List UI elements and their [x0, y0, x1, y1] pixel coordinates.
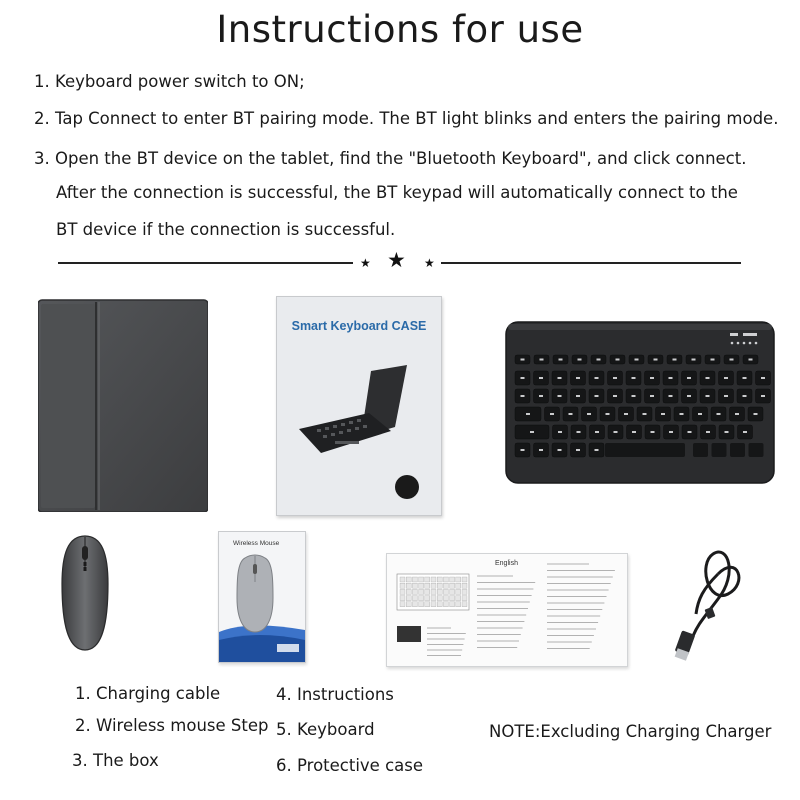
- keyboard-key-legend: [539, 449, 543, 451]
- keyboard-key-legend: [669, 431, 673, 433]
- manual-diagram-key: [443, 577, 448, 582]
- keyboard-key-legend: [616, 359, 620, 361]
- keyboard-key-legend: [661, 413, 665, 415]
- keyboard-key-legend: [539, 377, 543, 379]
- keyboard-key-legend: [761, 377, 765, 379]
- item-the-box: 3. The box: [72, 751, 159, 770]
- manual-diagram-key: [431, 577, 436, 582]
- keyboard-key-legend: [687, 395, 691, 397]
- manual-diagram-key: [406, 589, 411, 594]
- protective-case-image: [38, 298, 208, 512]
- star-icon: ★: [424, 256, 435, 270]
- keyboard-key-legend: [749, 359, 753, 361]
- keyboard-key: [730, 443, 745, 457]
- manual-diagram-key: [406, 602, 411, 607]
- keyboard-key-legend: [530, 431, 534, 433]
- note-text: NOTE:Excluding Charging Charger: [489, 722, 772, 741]
- keyboard-key-legend: [650, 395, 654, 397]
- divider-stars: [358, 248, 438, 276]
- manual-diagram-key: [400, 589, 405, 594]
- manual-diagram-key: [419, 577, 424, 582]
- manual-diagram-key: [437, 589, 442, 594]
- keyboard-key-legend: [558, 431, 562, 433]
- keyboard-key-legend: [606, 413, 610, 415]
- manual-diagram-key: [406, 583, 411, 588]
- keyboard-key-legend: [650, 377, 654, 379]
- manual-diagram-key: [425, 577, 430, 582]
- step-1: 1. Keyboard power switch to ON;: [34, 72, 305, 91]
- manual-diagram-key: [425, 589, 430, 594]
- manual-diagram-key: [412, 577, 417, 582]
- keyboard-key-legend: [735, 413, 739, 415]
- manual-diagram-key: [456, 602, 461, 607]
- keyboard-key: [712, 443, 727, 457]
- keyboard-key-legend: [743, 377, 747, 379]
- item-keyboard: 5. Keyboard: [276, 720, 375, 739]
- keyboard-key-legend: [614, 431, 618, 433]
- manual-diagram-key: [406, 577, 411, 582]
- box-logo-circle: [395, 475, 419, 499]
- keyboard-key-legend: [521, 377, 525, 379]
- keyboard-key-legend: [692, 359, 696, 361]
- manual-diagram-key: [456, 596, 461, 601]
- manual-diagram-key: [400, 596, 405, 601]
- keyboard-key-legend: [576, 395, 580, 397]
- manual-diagram-key: [456, 583, 461, 588]
- keyboard-image: [505, 321, 775, 484]
- keyboard-key: [749, 443, 764, 457]
- manual-diagram-key: [443, 596, 448, 601]
- keyboard-key-legend: [669, 395, 673, 397]
- manual-diagram-key: [437, 596, 442, 601]
- manual-diagram-key: [462, 583, 467, 588]
- item-charging-cable: 1. Charging cable: [75, 684, 221, 703]
- keyboard-key-legend: [761, 395, 765, 397]
- keyboard-key-legend: [597, 359, 601, 361]
- step-3: 3. Open the BT device on the tablet, find the "Bluetooth Keyboard", and click connect.: [34, 149, 747, 168]
- manual-diagram-key: [412, 596, 417, 601]
- keyboard-key-legend: [688, 431, 692, 433]
- divider-line-left: [58, 262, 353, 264]
- manual-diagram-key: [400, 602, 405, 607]
- keyboard-key-legend: [540, 359, 544, 361]
- keyboard-key-legend: [539, 395, 543, 397]
- manual-diagram-key: [406, 596, 411, 601]
- keyboard-key-legend: [643, 413, 647, 415]
- manual-diagram-key: [462, 577, 467, 582]
- keyboard-key-legend: [569, 413, 573, 415]
- keyboard-key-legend: [632, 377, 636, 379]
- keyboard-key-legend: [550, 413, 554, 415]
- manual-diagram-key: [443, 589, 448, 594]
- manual-diagram-key: [419, 583, 424, 588]
- keyboard-key-legend: [587, 413, 591, 415]
- manual-diagram-key: [437, 602, 442, 607]
- keyboard-key-legend: [724, 395, 728, 397]
- manual-diagram-key: [412, 602, 417, 607]
- keyboard-key-legend: [613, 395, 617, 397]
- manual-diagram-key: [450, 589, 455, 594]
- keyboard-key-legend: [521, 359, 525, 361]
- keyboard-key-legend: [521, 395, 525, 397]
- manual-diagram-key: [412, 583, 417, 588]
- keyboard-key-legend: [526, 413, 530, 415]
- manual-diagram-key: [437, 583, 442, 588]
- manual-diagram-key: [425, 602, 430, 607]
- keyboard-key-legend: [706, 377, 710, 379]
- keyboard-key-legend: [743, 431, 747, 433]
- keyboard-key-legend: [725, 431, 729, 433]
- mouse-box-title: Wireless Mouse: [233, 540, 280, 547]
- manual-diagram-key: [456, 589, 461, 594]
- manual-diagram-key: [450, 583, 455, 588]
- item-wireless-mouse: 2. Wireless mouse Step: [75, 716, 269, 735]
- manual-diagram-key: [419, 596, 424, 601]
- keyboard-key-legend: [632, 395, 636, 397]
- keyboard-key-legend: [754, 413, 758, 415]
- keyboard-key-legend: [613, 377, 617, 379]
- charging-cable-image: [668, 544, 748, 662]
- keyboard-key-legend: [595, 431, 599, 433]
- item-protective-case: 6. Protective case: [276, 756, 424, 775]
- manual-diagram-key: [425, 583, 430, 588]
- keyboard-key-legend: [706, 395, 710, 397]
- keyboard-key-legend: [595, 377, 599, 379]
- manual-diagram-key: [419, 602, 424, 607]
- manual-diagram-key: [462, 596, 467, 601]
- manual-diagram-key: [431, 583, 436, 588]
- step-2: 2. Tap Connect to enter BT pairing mode. The BT light blinks and enters the pairing mode.: [34, 109, 779, 128]
- keyboard-key-legend: [576, 449, 580, 451]
- manual-diagram-key: [450, 602, 455, 607]
- instruction-manual-image: [386, 553, 628, 667]
- keyboard-key-legend: [559, 359, 563, 361]
- keyboard-key-legend: [730, 359, 734, 361]
- manual-diagram-key: [462, 602, 467, 607]
- manual-diagram-key: [462, 589, 467, 594]
- manual-diagram-key: [431, 596, 436, 601]
- manual-diagram-key: [419, 589, 424, 594]
- keyboard-key-legend: [632, 431, 636, 433]
- keyboard-key-legend: [669, 377, 673, 379]
- manual-diagram-key: [400, 583, 405, 588]
- keyboard-key-legend: [635, 359, 639, 361]
- manual-diagram-key: [400, 577, 405, 582]
- manual-diagram-key: [443, 583, 448, 588]
- manual-diagram-key: [450, 577, 455, 582]
- keyboard-key-legend: [673, 359, 677, 361]
- keyboard-case-illustration: [291, 357, 431, 457]
- product-box-image: [276, 296, 442, 516]
- keyboard-key-legend: [558, 395, 562, 397]
- page-title: Instructions for use: [216, 8, 584, 51]
- mouse-box-image: [218, 531, 306, 663]
- step-3-continuation-2: BT device if the connection is successful.: [56, 220, 396, 239]
- keyboard-key-legend: [724, 377, 728, 379]
- item-instructions: 4. Instructions: [276, 685, 394, 704]
- product-box-title: Smart Keyboard CASE: [291, 319, 427, 333]
- manual-diagram-key: [450, 596, 455, 601]
- manual-title: English: [495, 560, 518, 567]
- keyboard-key-legend: [743, 395, 747, 397]
- keyboard-key-legend: [654, 359, 658, 361]
- keyboard-key-legend: [577, 431, 581, 433]
- keyboard-key-legend: [711, 359, 715, 361]
- star-icon: ★: [387, 248, 406, 272]
- keyboard-key-legend: [595, 395, 599, 397]
- keyboard-key-legend: [651, 431, 655, 433]
- manual-diagram-key: [431, 589, 436, 594]
- keyboard-key-legend: [576, 377, 580, 379]
- manual-diagram-key: [412, 589, 417, 594]
- divider-line-right: [441, 262, 741, 264]
- keyboard-key-legend: [624, 413, 628, 415]
- wireless-mouse-image: [60, 534, 110, 652]
- keyboard-key-legend: [558, 377, 562, 379]
- keyboard-key-legend: [595, 449, 599, 451]
- keyboard-key-legend: [558, 449, 562, 451]
- keyboard-spacebar: [605, 443, 685, 457]
- keyboard-key-legend: [698, 413, 702, 415]
- manual-diagram-key: [437, 577, 442, 582]
- step-3-continuation-1: After the connection is successful, the BT keypad will automatically connect to the: [56, 183, 738, 202]
- keyboard-key-legend: [578, 359, 582, 361]
- manual-diagram-key: [456, 577, 461, 582]
- keyboard-key: [693, 443, 708, 457]
- keyboard-key-legend: [680, 413, 684, 415]
- keyboard-key-legend: [717, 413, 721, 415]
- keyboard-key-legend: [706, 431, 710, 433]
- keyboard-key-legend: [521, 449, 525, 451]
- manual-diagram-key: [431, 602, 436, 607]
- manual-diagram-key: [425, 596, 430, 601]
- manual-diagram-key: [443, 602, 448, 607]
- keyboard-key-legend: [687, 377, 691, 379]
- star-icon: ★: [360, 256, 371, 270]
